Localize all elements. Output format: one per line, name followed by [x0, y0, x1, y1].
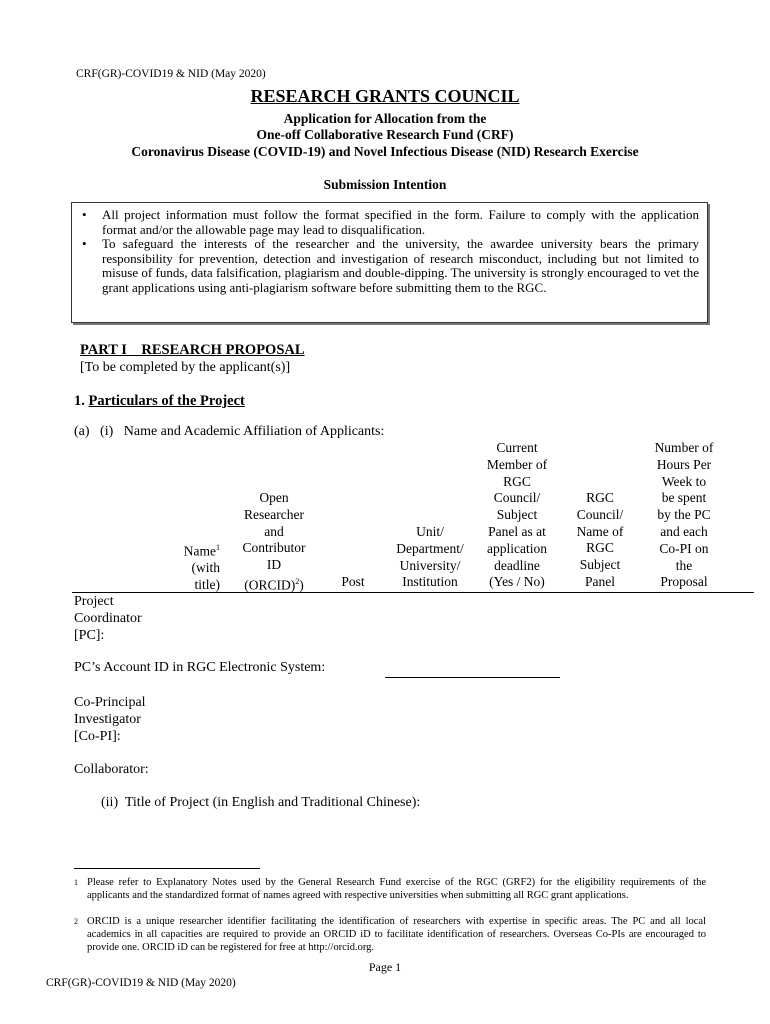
header-line: Number of — [654, 440, 714, 455]
header-line: and each — [660, 523, 708, 539]
row-label-line: [Co-PI]: — [74, 729, 121, 744]
header-line: Subject — [496, 507, 538, 523]
header-line: (ORCID) — [244, 577, 296, 593]
header-line: Institution — [402, 574, 458, 590]
footnote-rule — [74, 868, 260, 869]
row-label-collaborator: Collaborator: — [74, 762, 149, 777]
page-number: Page 1 — [368, 960, 402, 974]
header-line: by the PC — [657, 507, 711, 523]
header-line: Contributor — [242, 540, 306, 556]
section-title-submission-intention: Submission Intention — [323, 177, 447, 192]
subtitle-fund: One-off Collaborative Research Fund (CRF) — [256, 127, 514, 142]
row-label-line: Investigator — [74, 712, 141, 727]
footnote-text: ORCID is a unique researcher identifier facilitating the identification of researchers with expertise in specific areas. The PC and all local academics in all capacities are required to provide an ORCID iD to facilitate identification of researchers. Overseas Co-PIs are encouraged to provide one. ORCID iD can be registered for free at http://orcid.org. — [87, 916, 706, 953]
header-line: Council/ — [493, 490, 541, 506]
footnote-text: Please refer to Explanatory Notes used by the General Research Fund exercise of the RGC (GRF2) for the eligibility requirements of the applicants and the standardized format of names agreed with respective universities when submitting all RGC grant applications. — [87, 877, 706, 901]
footnote-1 — [74, 876, 706, 902]
header-line: Subject — [579, 557, 621, 573]
column-header-orcid — [224, 490, 324, 594]
header-line: Proposal — [660, 574, 708, 590]
column-header-unit — [384, 524, 476, 591]
header-line: Panel — [585, 573, 615, 589]
section-title: Particulars of the Project — [88, 393, 245, 409]
item-a-label: (a) (i) Name and Academic Affiliation of Applicants: — [74, 424, 385, 439]
row-label-line: [PC]: — [74, 628, 105, 643]
column-header-rgc-member — [476, 440, 558, 591]
part-title: PART I RESEARCH PROPOSAL — [80, 342, 305, 358]
header-line: application — [487, 540, 547, 556]
header-line: Department/ — [396, 540, 464, 556]
notice-box — [71, 202, 708, 323]
row-label-project-coordinator — [74, 593, 142, 644]
subtitle-exercise: Coronavirus Disease (COVID-19) and Novel Infectious Disease (NID) Research Exercise — [131, 144, 639, 159]
header-line: Current — [496, 440, 538, 455]
header-line: and — [264, 523, 284, 539]
notice-text-format: All project information must follow the format specified in the form. Failure to comply with the application format and/or the allowable page may lead to disqualification. — [102, 207, 699, 237]
header-line: Co-PI on — [659, 540, 709, 556]
account-id-label: PC’s Account ID in RGC Electronic System: — [74, 660, 326, 675]
header-line: Post — [341, 574, 365, 589]
column-header-post — [330, 574, 376, 591]
header-line: deadline — [494, 557, 540, 573]
column-header-panel — [564, 490, 636, 591]
header-line: Panel as at — [488, 523, 546, 539]
header-line: Hours Per — [656, 456, 712, 472]
row-label-co-pi — [74, 694, 146, 745]
notice-text-misconduct: To safeguard the interests of the researcher and the university, the awardee university bears the primary responsibility for prevention, detection and investigation of research misconduct, including but not limited to misuse of funds, data falsification, plagiarism and double-dipping. The university is strongly encouraged to vet the grant applications using anti-plagiarism software before submitting them to the RGC. — [102, 236, 699, 295]
bullet-icon: • — [82, 207, 87, 222]
header-line: (Yes / No) — [489, 574, 545, 590]
row-label-line: Co-Principal — [74, 695, 146, 710]
row-label-line: Project — [74, 594, 114, 609]
part-note: [To be completed by the applicant(s)] — [80, 360, 291, 375]
header-line: ) — [299, 577, 304, 593]
form-code-footer: CRF(GR)-COVID19 & NID (May 2020) — [46, 977, 236, 989]
footnote-2 — [74, 915, 706, 954]
header-line: RGC — [586, 490, 614, 505]
notice-item — [80, 208, 699, 237]
footnote-ref: 1 — [216, 543, 220, 552]
header-line: Name — [183, 543, 216, 559]
header-line: be spent — [661, 490, 707, 506]
document-title: RESEARCH GRANTS COUNCIL — [250, 86, 520, 106]
footnote-ref: 2 — [295, 576, 300, 586]
project-title-label: (ii) Title of Project (in English and Traditional Chinese): — [101, 795, 421, 810]
header-line: Council/ — [576, 506, 624, 522]
header-line: Name of — [576, 523, 624, 539]
footnote-number: 1 — [74, 878, 78, 887]
footnote-number: 2 — [74, 917, 78, 926]
header-line: title) — [194, 577, 220, 593]
header-line: ID — [266, 557, 282, 573]
section-heading — [74, 393, 245, 410]
table-header-rule — [72, 592, 754, 593]
header-line: Unit/ — [416, 524, 444, 539]
header-line: RGC — [586, 540, 614, 556]
row-label-line: Coordinator — [74, 611, 142, 626]
notice-item — [80, 237, 699, 295]
form-code-header: CRF(GR)-COVID19 & NID (May 2020) — [76, 68, 266, 80]
header-line: Open — [259, 490, 289, 505]
header-line: Researcher — [244, 506, 304, 522]
account-id-blank-line[interactable] — [385, 677, 560, 678]
header-line: Member of — [486, 456, 548, 472]
header-line: (with — [191, 560, 220, 576]
column-header-name — [160, 540, 220, 594]
header-line: Week to — [661, 473, 707, 489]
column-header-hours — [642, 440, 726, 591]
header-line: RGC — [503, 473, 531, 489]
bullet-icon: • — [82, 236, 87, 252]
subtitle-application: Application for Allocation from the — [283, 111, 487, 126]
header-line: University/ — [399, 557, 461, 573]
header-line: the — [675, 557, 693, 573]
section-number: 1. — [74, 393, 89, 409]
